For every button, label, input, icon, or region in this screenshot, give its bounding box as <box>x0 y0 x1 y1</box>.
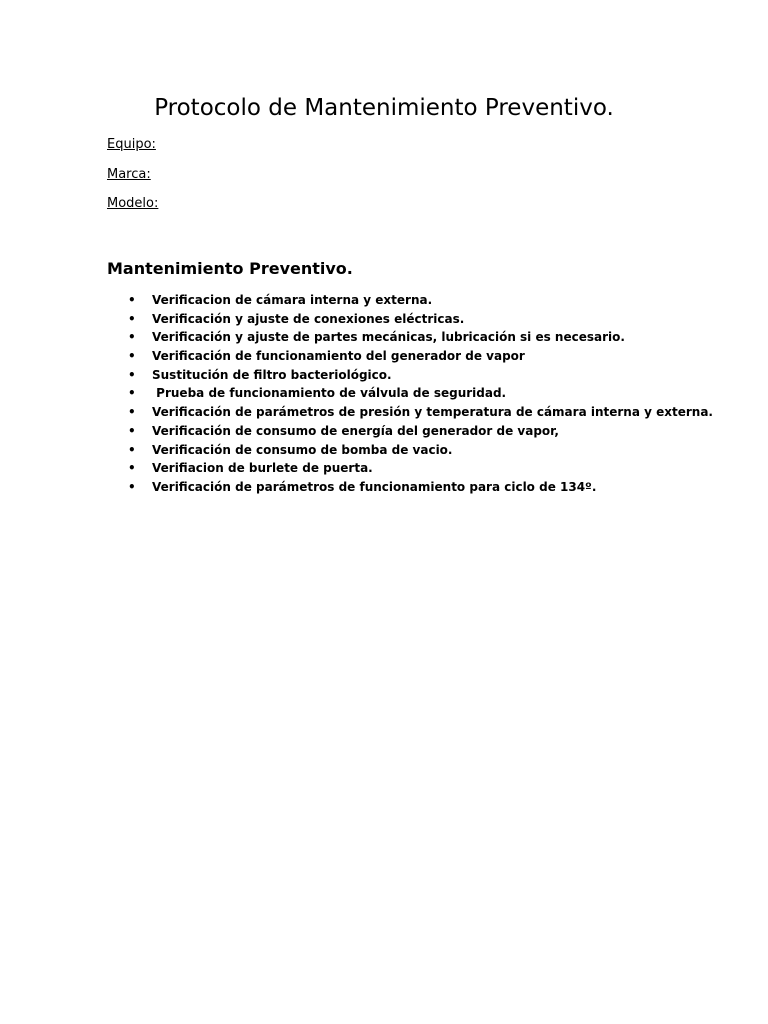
list-item-text: Verificación y ajuste de partes mecánicas, lubricación si es necesario. <box>152 330 625 345</box>
list-item <box>0 366 768 385</box>
maintenance-list <box>0 291 768 497</box>
list-item-text: Sustitución de filtro bacteriológico. <box>152 367 392 382</box>
list-item <box>0 291 768 310</box>
list-item <box>0 422 768 441</box>
field-label-modelo: Modelo: <box>107 196 159 211</box>
list-item-text: Verificación de funcionamiento del generador de vapor <box>152 349 525 364</box>
bullet-icon: • <box>128 311 136 326</box>
list-item-text: Verificación de consumo de energía del generador de vapor, <box>152 423 559 438</box>
field-label-equipo: Equipo: <box>107 137 156 152</box>
section-heading: Mantenimiento Preventivo. <box>107 259 353 278</box>
list-item <box>0 478 768 497</box>
bullet-icon: • <box>128 405 136 420</box>
bullet-icon: • <box>128 442 136 457</box>
document-title: Protocolo de Mantenimiento Preventivo. <box>154 95 614 121</box>
bullet-icon: • <box>128 349 136 364</box>
bullet-icon: • <box>128 461 136 476</box>
list-item <box>0 403 768 422</box>
list-item <box>0 459 768 478</box>
list-item-text: Verifiacion de burlete de puerta. <box>152 461 373 476</box>
list-item <box>0 384 768 403</box>
bullet-icon: • <box>128 386 136 401</box>
list-item-text: Prueba de funcionamiento de válvula de seguridad. <box>152 386 507 401</box>
list-item <box>0 310 768 329</box>
list-item-text: Verificación de parámetros de funcionamiento para ciclo de 134º. <box>152 479 597 494</box>
field-label-marca: Marca: <box>107 167 151 182</box>
list-item <box>0 328 768 347</box>
bullet-icon: • <box>128 330 136 345</box>
bullet-icon: • <box>128 367 136 382</box>
list-item-text: Verificacion de cámara interna y externa. <box>152 293 433 307</box>
list-item-text: Verificación y ajuste de conexiones eléctricas. <box>152 311 465 326</box>
list-item <box>0 441 768 460</box>
bullet-icon: • <box>128 293 136 307</box>
bullet-icon: • <box>128 423 136 438</box>
list-item-text: Verificación de parámetros de presión y temperatura de cámara interna y externa. <box>152 405 713 420</box>
bullet-icon: • <box>128 479 136 494</box>
list-item <box>0 347 768 366</box>
list-item-text: Verificación de consumo de bomba de vacio. <box>152 442 453 457</box>
